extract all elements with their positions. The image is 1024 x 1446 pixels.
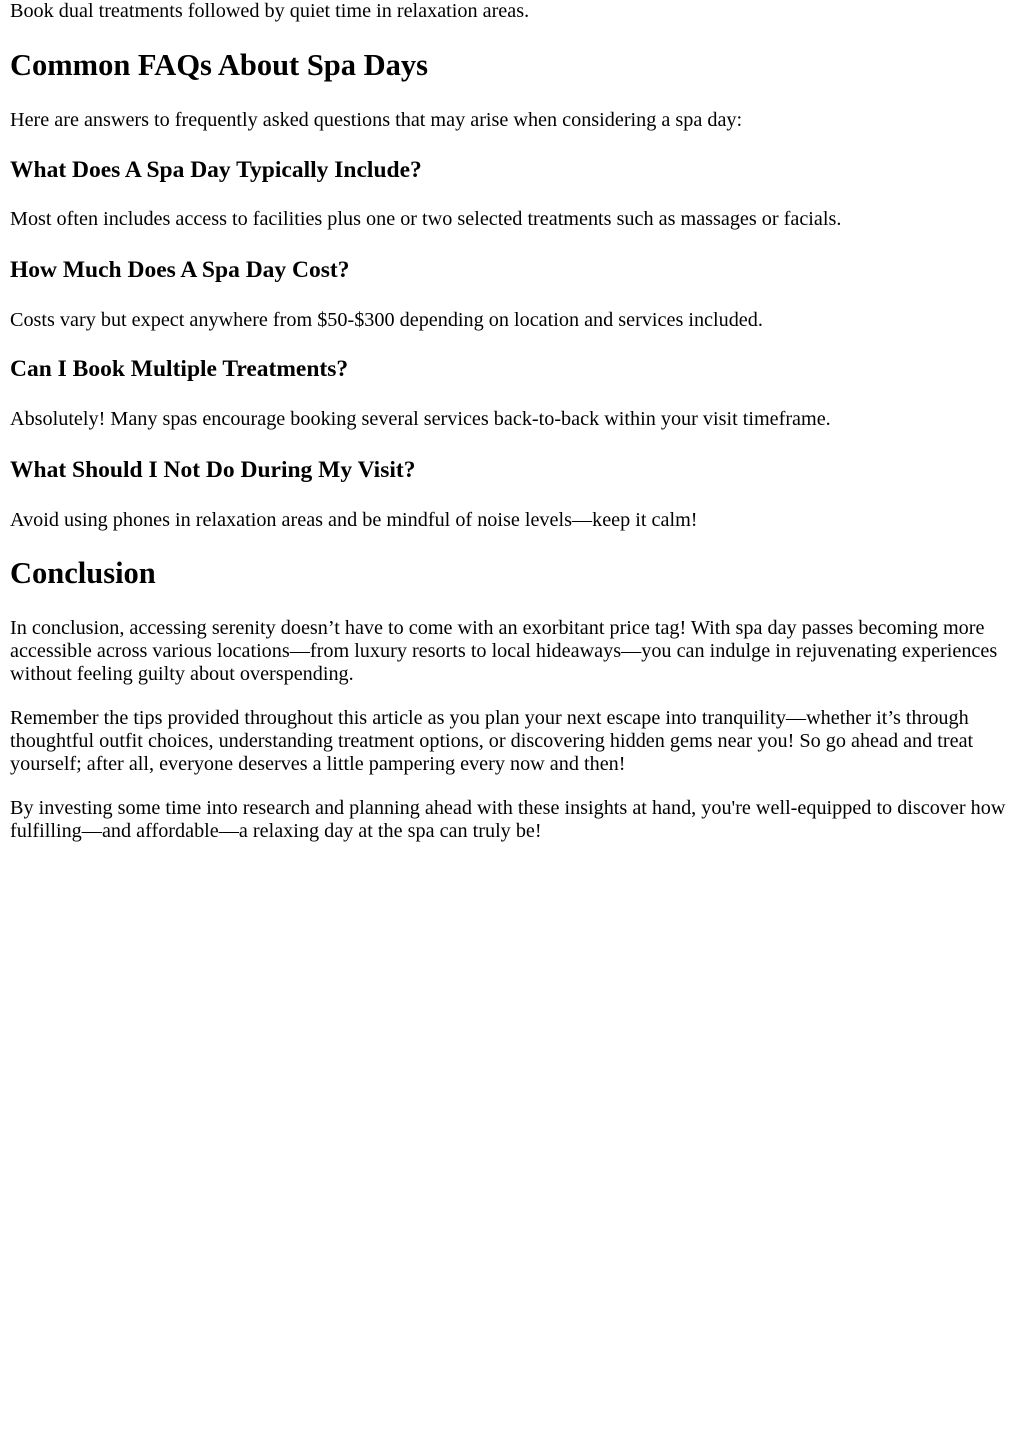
faq-question-1: What Does A Spa Day Typically Include? <box>10 157 422 183</box>
faq-answer-3: Absolutely! Many spas encourage booking several services back-to-back within your visit timeframe. <box>10 408 831 430</box>
conclusion-paragraph-2: Remember the tips provided throughout this article as you plan your next escape into tranquility—whether it’s through thoughtful outfit choices, understanding treatment options, or discovering hidden gems near you! So go ahead and treat yourself; after all, everyone deserves a little pampering every now and then! <box>10 707 974 775</box>
conclusion-heading: Conclusion <box>10 556 156 590</box>
faq-question-2: How Much Does A Spa Day Cost? <box>10 257 350 283</box>
faq-answer-1: Most often includes access to facilities plus one or two selected treatments such as massages or facials. <box>10 208 842 230</box>
faq-question-4: What Should I Not Do During My Visit? <box>10 457 416 483</box>
faq-answer-4: Avoid using phones in relaxation areas and be mindful of noise levels—keep it calm! <box>10 509 698 531</box>
faq-intro-paragraph: Here are answers to frequently asked questions that may arise when considering a spa day: <box>10 109 743 131</box>
faq-section-heading: Common FAQs About Spa Days <box>10 48 429 82</box>
conclusion-paragraph-1: In conclusion, accessing serenity doesn’t have to come with an exorbitant price tag! With spa day passes becoming more accessible across various locations—from luxury resorts to local hideaways—you can indulge in rejuvenating experiences without feeling guilty about overspending. <box>10 617 998 685</box>
conclusion-paragraph-3: By investing some time into research and planning ahead with these insights at hand, you're well-equipped to discover how fulfilling—and affordable—a relaxing day at the spa can truly be! <box>10 797 1006 842</box>
intro-fragment-paragraph: Book dual treatments followed by quiet time in relaxation areas. <box>10 0 530 22</box>
faq-question-3: Can I Book Multiple Treatments? <box>10 356 349 382</box>
faq-answer-2: Costs vary but expect anywhere from $50-$300 depending on location and services included. <box>10 309 763 331</box>
